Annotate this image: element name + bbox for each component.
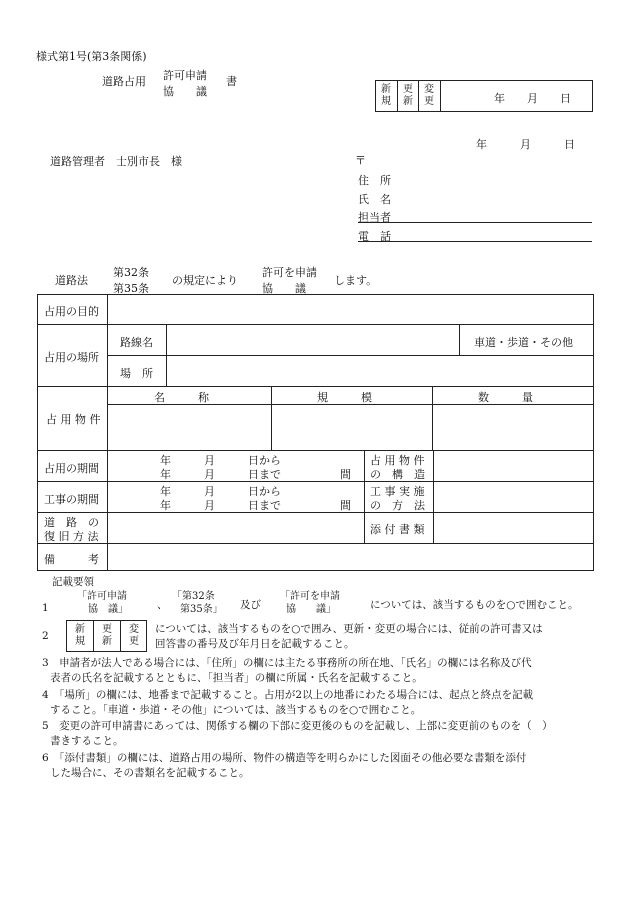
- contact-person-line[interactable]: [358, 222, 592, 223]
- address-label: 住 所: [358, 174, 391, 187]
- intro-law: 道路法: [55, 274, 88, 287]
- note1-text: については、該当するものを○で囲むこと。: [370, 599, 579, 611]
- postal-code-field[interactable]: 〒: [355, 154, 366, 167]
- note1-art35: 第35条」: [180, 604, 223, 615]
- note1-consult2: 協 議」: [286, 604, 336, 615]
- notes-heading: 記載要領: [52, 576, 94, 588]
- route-name-label: 路線名: [120, 336, 153, 349]
- col-name-header: 名 称: [154, 391, 209, 404]
- note2-line1: については、該当するものを○で囲み、更新・変更の場合には、従前の許可書又は: [155, 623, 543, 635]
- remarks-field[interactable]: [110, 546, 590, 568]
- intro-end: します。: [334, 274, 378, 287]
- intro-article-32: 第32条: [113, 266, 149, 279]
- structure-label-a: 占 用 物 件: [370, 454, 425, 467]
- note3-line2: 表者の氏名を記載するとともに、「担当者」の欄に所属・氏名を記載すること。: [50, 672, 423, 684]
- work-period-label: 工事の期間: [44, 493, 99, 506]
- work-period-to[interactable]: 年 月 日まで: [160, 499, 281, 512]
- intro-article-35: 第35条: [113, 282, 149, 295]
- attachments-label: 添 付 書 類: [370, 523, 425, 536]
- note1-consult: 協 議」: [88, 604, 128, 615]
- object-scale-field[interactable]: [274, 407, 429, 447]
- col-qty-header: 数 量: [478, 391, 533, 404]
- note1-apply: 「許可申請: [77, 591, 127, 602]
- phone-label: 電 話: [358, 230, 391, 243]
- contact-person-label: 担当者: [358, 211, 391, 224]
- place-field[interactable]: [170, 358, 590, 383]
- note4-line1: 4 「場所」の欄には、地番まで記載すること。占用が2以上の地番にわたる場合には、起点と終点を記載: [42, 689, 534, 701]
- attachments-field[interactable]: [436, 515, 590, 540]
- note2-new: 新規: [75, 624, 85, 647]
- note1-art32: 「第32条: [172, 591, 215, 602]
- note2-line2: 回答書の番号及び年月日を記載すること。: [155, 638, 355, 650]
- structure-label-b: の 構 造: [370, 468, 425, 481]
- doc-title-option-apply: 許可申請: [163, 69, 207, 82]
- note1-number: 1: [42, 602, 49, 614]
- type-update-checkbox[interactable]: 更新: [403, 84, 413, 107]
- note2-number: 2: [42, 630, 49, 642]
- remarks-label: 備 考: [44, 553, 99, 566]
- restore-label-a: 道 路 の: [44, 516, 99, 529]
- purpose-field[interactable]: [110, 297, 590, 321]
- doc-title-suffix: 書: [226, 75, 237, 88]
- period-from[interactable]: 年 月 日から: [160, 454, 281, 467]
- road-type-options[interactable]: 車道・歩道・その他: [474, 336, 573, 349]
- intro-option-consult: 協 議: [262, 282, 306, 295]
- note1-and: 及び: [240, 599, 261, 611]
- note3-line1: 3 申請者が法人である場合には、「住所」の欄には主たる事務所の所在地、「氏名」の欄には名称及び代: [42, 657, 532, 669]
- doc-title-option-consult: 協 議: [163, 85, 207, 98]
- structure-field[interactable]: [436, 453, 590, 478]
- type-date-field[interactable]: 年 月 日: [494, 92, 571, 105]
- note2-change: 変更: [129, 624, 139, 647]
- application-date[interactable]: 年 月 日: [476, 138, 575, 151]
- note2-update: 更新: [102, 624, 112, 647]
- object-qty-field[interactable]: [435, 407, 590, 447]
- work-method-label-a: 工 事 実 施: [370, 485, 425, 498]
- type-change-checkbox[interactable]: 変更: [424, 84, 434, 107]
- phone-line[interactable]: [358, 241, 592, 242]
- col-scale-header: 規 模: [317, 391, 372, 404]
- note5-line2: 書きすること。: [50, 735, 124, 747]
- note1-separator: 、: [157, 599, 168, 611]
- work-method-label-b: の 方 法: [370, 499, 425, 512]
- intro-middle: の規定により: [172, 274, 238, 287]
- work-method-field[interactable]: [436, 484, 590, 509]
- note4-line2: すること。「車道・歩道・その他」については、該当するものを○で囲むこと。: [50, 704, 422, 716]
- note5-line1: 5 変更の許可申請書にあっては、関係する欄の下部に変更後のものを記載し、上部に変更前のものを（ ）: [42, 720, 553, 732]
- note6-line1: 6 「添付書類」の欄には、道路占用の場所、物件の構造等を明らかにした図面その他必要な書類を添付: [42, 752, 527, 764]
- work-period-duration[interactable]: 間: [340, 499, 351, 512]
- route-name-field[interactable]: [170, 327, 455, 352]
- restore-field[interactable]: [110, 515, 360, 540]
- type-new-checkbox[interactable]: 新規: [381, 84, 391, 107]
- object-name-field[interactable]: [110, 407, 268, 447]
- note1-apply2: 「許可を申請: [280, 591, 340, 602]
- objects-label: 占 用 物 件: [46, 413, 101, 426]
- period-duration[interactable]: 間: [340, 468, 351, 481]
- restore-label-b: 復 旧 方 法: [44, 530, 99, 543]
- place-label: 場 所: [120, 367, 153, 380]
- doc-title-prefix: 道路占用: [102, 75, 146, 88]
- addressee: 道路管理者 士別市長 様: [50, 155, 182, 168]
- purpose-label: 占用の目的: [44, 305, 99, 318]
- period-to[interactable]: 年 月 日まで: [160, 468, 281, 481]
- period-label: 占用の期間: [44, 462, 99, 475]
- intro-option-apply: 許可を申請: [262, 266, 317, 279]
- location-label: 占用の場所: [44, 351, 99, 364]
- note6-line2: した場合に、その書類名を記載すること。: [50, 767, 250, 779]
- name-label: 氏 名: [358, 193, 391, 206]
- work-period-from[interactable]: 年 月 日から: [160, 485, 281, 498]
- form-number: 様式第1号(第3条関係): [36, 50, 147, 63]
